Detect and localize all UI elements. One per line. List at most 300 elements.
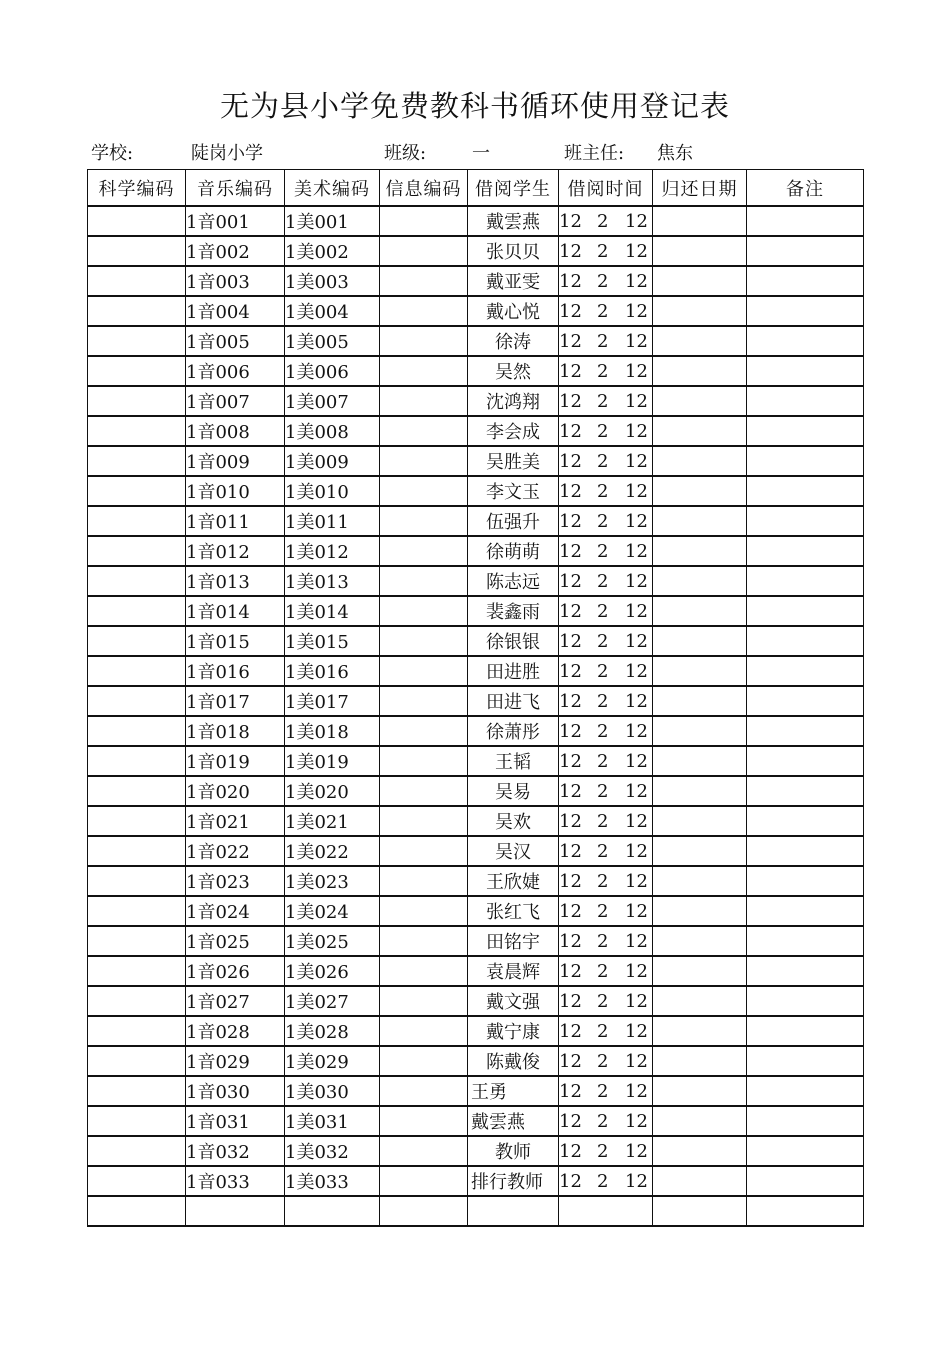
art-code-cell: 1美010 [285,476,380,506]
return-date-cell [653,926,747,956]
art-code-cell: 1美004 [285,296,380,326]
music-code-cell: 1音029 [186,1046,285,1076]
table-row [88,806,864,836]
borrow-month: 2 [597,900,609,922]
class-label: 班级: [384,143,427,164]
borrow-month: 2 [597,1020,609,1042]
borrow-year: 12 [559,1110,582,1132]
student-name-cell: 田进胜 [468,656,559,686]
art-code-cell: 1美013 [285,566,380,596]
table-row [88,296,864,326]
borrow-month: 2 [597,810,609,832]
borrow-date-cell [559,956,653,986]
info-code-cell [380,296,468,326]
student-name-cell: 戴雲燕 [468,1106,559,1136]
return-date-cell [653,1166,747,1196]
info-code-cell [380,416,468,446]
table-row [88,1076,864,1106]
info-code-cell [380,926,468,956]
art-code-cell: 1美033 [285,1166,380,1196]
table-row [88,626,864,656]
music-code-cell: 1音019 [186,746,285,776]
return-date-cell [653,1076,747,1106]
remarks-cell [747,986,864,1016]
return-date-cell [653,626,747,656]
art-code-cell: 1美018 [285,716,380,746]
science-code-cell [88,1136,186,1166]
info-code-cell [380,326,468,356]
science-code-cell [88,866,186,896]
remarks-cell [747,866,864,896]
info-code-cell [380,476,468,506]
borrow-year: 12 [559,450,582,472]
borrow-date-cell [559,326,653,356]
science-code-cell [88,326,186,356]
table-row [88,926,864,956]
return-date-cell [653,1136,747,1166]
science-code-cell [88,566,186,596]
borrow-month: 2 [597,690,609,712]
borrow-month: 2 [597,930,609,952]
table-row [88,716,864,746]
return-date-cell [653,836,747,866]
art-code-cell: 1美026 [285,956,380,986]
student-name-cell: 李会成 [468,416,559,446]
music-code-cell: 1音033 [186,1166,285,1196]
return-date-cell [653,356,747,386]
science-code-cell [88,446,186,476]
borrow-date-cell [559,1136,653,1166]
remarks-cell [747,506,864,536]
table-row [88,446,864,476]
music-code-cell: 1音004 [186,296,285,326]
science-code-cell [88,416,186,446]
student-name-cell: 伍强升 [468,506,559,536]
borrow-month: 2 [597,1080,609,1102]
music-code-cell: 1音003 [186,266,285,296]
borrow-year: 12 [559,420,582,442]
table-row [88,506,864,536]
remarks-cell [747,746,864,776]
school-label: 学校: [91,143,134,164]
borrow-month: 2 [597,270,609,292]
table-row [88,596,864,626]
art-code-cell: 1美023 [285,866,380,896]
student-name-cell: 王欣婕 [468,866,559,896]
remarks-cell [747,956,864,986]
borrow-date-cell [559,806,653,836]
remarks-cell [747,896,864,926]
science-code-cell [88,686,186,716]
borrow-month: 2 [597,750,609,772]
music-code-cell: 1音010 [186,476,285,506]
borrow-day: 12 [625,810,648,832]
info-code-cell [380,1046,468,1076]
borrow-day: 12 [625,660,648,682]
borrow-day: 12 [625,870,648,892]
return-date-cell [653,596,747,626]
return-date-cell [653,236,747,266]
info-code-cell [380,746,468,776]
borrow-month: 2 [597,1140,609,1162]
table-row [88,776,864,806]
return-date-cell [653,716,747,746]
borrow-year: 12 [559,210,582,232]
borrow-month: 2 [597,420,609,442]
student-name-cell: 戴亚雯 [468,266,559,296]
student-name-cell: 王勇 [468,1076,559,1106]
music-code-cell: 1音023 [186,866,285,896]
science-code-cell [88,1166,186,1196]
borrow-day: 12 [625,1110,648,1132]
table-row [88,1046,864,1076]
return-date-cell [653,686,747,716]
borrow-year: 12 [559,540,582,562]
borrow-year: 12 [559,330,582,352]
borrow-date-cell [559,776,653,806]
empty-cell [88,1196,186,1226]
borrow-month: 2 [597,840,609,862]
return-date-cell [653,536,747,566]
science-code-cell [88,206,186,236]
borrow-day: 12 [625,510,648,532]
student-name-cell: 吴胜美 [468,446,559,476]
borrow-year: 12 [559,960,582,982]
student-name-cell: 沈鸿翔 [468,386,559,416]
science-code-cell [88,896,186,926]
music-code-cell: 1音002 [186,236,285,266]
borrow-date-cell [559,626,653,656]
borrow-date-cell [559,1106,653,1136]
music-code-cell: 1音032 [186,1136,285,1166]
table-row [88,536,864,566]
header-remarks: 备注 [747,170,864,207]
empty-cell [186,1196,285,1226]
student-name-cell: 吴然 [468,356,559,386]
science-code-cell [88,926,186,956]
borrow-day: 12 [625,390,648,412]
return-date-cell [653,1046,747,1076]
teacher-value: 焦东 [657,143,693,164]
header-row [88,170,864,207]
info-code-cell [380,626,468,656]
borrow-day: 12 [625,750,648,772]
borrow-date-cell [559,656,653,686]
table-row [88,1016,864,1046]
student-name-cell: 吴易 [468,776,559,806]
borrow-date-cell [559,356,653,386]
empty-cell [468,1196,559,1226]
borrow-day: 12 [625,990,648,1012]
empty-cell [559,1196,653,1226]
borrow-day: 12 [625,1170,648,1192]
return-date-cell [653,656,747,686]
borrow-month: 2 [597,330,609,352]
header-info-code: 信息编码 [380,170,468,207]
remarks-cell [747,1166,864,1196]
info-code-cell [380,536,468,566]
borrow-year: 12 [559,630,582,652]
music-code-cell: 1音027 [186,986,285,1016]
student-name-cell: 田铭宇 [468,926,559,956]
borrow-date-cell [559,926,653,956]
borrow-year: 12 [559,810,582,832]
borrow-month: 2 [597,870,609,892]
science-code-cell [88,296,186,326]
student-name-cell: 张红飞 [468,896,559,926]
borrow-date-cell [559,746,653,776]
art-code-cell: 1美009 [285,446,380,476]
remarks-cell [747,596,864,626]
info-code-cell [380,566,468,596]
header-student: 借阅学生 [468,170,559,207]
science-code-cell [88,656,186,686]
return-date-cell [653,566,747,596]
science-code-cell [88,986,186,1016]
borrow-date-cell [559,206,653,236]
borrow-day: 12 [625,240,648,262]
return-date-cell [653,1016,747,1046]
music-code-cell: 1音017 [186,686,285,716]
borrow-date-cell [559,1166,653,1196]
art-code-cell: 1美002 [285,236,380,266]
music-code-cell: 1音016 [186,656,285,686]
borrow-date-cell [559,236,653,266]
music-code-cell: 1音015 [186,626,285,656]
borrow-day: 12 [625,330,648,352]
borrow-month: 2 [597,660,609,682]
science-code-cell [88,386,186,416]
music-code-cell: 1音031 [186,1106,285,1136]
info-code-cell [380,986,468,1016]
borrow-month: 2 [597,540,609,562]
science-code-cell [88,236,186,266]
remarks-cell [747,626,864,656]
science-code-cell [88,776,186,806]
music-code-cell: 1音021 [186,806,285,836]
borrow-month: 2 [597,480,609,502]
art-code-cell: 1美031 [285,1106,380,1136]
info-code-cell [380,236,468,266]
student-name-cell: 徐银银 [468,626,559,656]
table-row [88,566,864,596]
info-code-cell [380,836,468,866]
student-name-cell: 田进飞 [468,686,559,716]
borrow-year: 12 [559,690,582,712]
info-code-cell [380,506,468,536]
return-date-cell [653,986,747,1016]
art-code-cell: 1美015 [285,626,380,656]
borrow-year: 12 [559,480,582,502]
borrow-year: 12 [559,1080,582,1102]
empty-cell [747,1196,864,1226]
borrow-date-cell [559,386,653,416]
borrow-year: 12 [559,660,582,682]
school-value: 陡岗小学 [191,143,263,164]
borrow-month: 2 [597,1050,609,1072]
borrow-day: 12 [625,480,648,502]
borrow-day: 12 [625,1050,648,1072]
music-code-cell: 1音020 [186,776,285,806]
borrow-date-cell [559,446,653,476]
borrow-date-cell [559,716,653,746]
header-music-code: 音乐编码 [186,170,285,207]
borrow-month: 2 [597,960,609,982]
science-code-cell [88,746,186,776]
music-code-cell: 1音026 [186,956,285,986]
borrow-date-cell [559,836,653,866]
art-code-cell: 1美025 [285,926,380,956]
borrow-year: 12 [559,1020,582,1042]
science-code-cell [88,806,186,836]
table-row [88,266,864,296]
remarks-cell [747,1136,864,1166]
borrow-date-cell [559,1046,653,1076]
borrow-date-cell [559,596,653,626]
borrow-month: 2 [597,1170,609,1192]
student-name-cell: 李文玉 [468,476,559,506]
return-date-cell [653,1106,747,1136]
borrow-day: 12 [625,780,648,802]
student-name-cell: 王韬 [468,746,559,776]
table-row [88,236,864,266]
info-code-cell [380,806,468,836]
borrow-year: 12 [559,750,582,772]
student-name-cell: 徐萧彤 [468,716,559,746]
table-row [88,746,864,776]
student-name-cell: 戴宁康 [468,1016,559,1046]
remarks-cell [747,716,864,746]
music-code-cell: 1音005 [186,326,285,356]
borrow-date-cell [559,566,653,596]
borrow-year: 12 [559,930,582,952]
borrow-day: 12 [625,270,648,292]
borrow-year: 12 [559,300,582,322]
class-value: 一 [472,143,490,164]
borrow-day: 12 [625,1020,648,1042]
art-code-cell: 1美008 [285,416,380,446]
borrow-day: 12 [625,720,648,742]
empty-cell [285,1196,380,1226]
art-code-cell: 1美020 [285,776,380,806]
borrow-day: 12 [625,360,648,382]
borrow-day: 12 [625,630,648,652]
borrow-date-cell [559,416,653,446]
info-code-cell [380,206,468,236]
borrow-day: 12 [625,540,648,562]
science-code-cell [88,596,186,626]
student-name-cell: 戴心悦 [468,296,559,326]
music-code-cell: 1音018 [186,716,285,746]
borrow-day: 12 [625,930,648,952]
borrow-date-cell [559,986,653,1016]
header-science-code: 科学编码 [88,170,186,207]
art-code-cell: 1美030 [285,1076,380,1106]
info-code-cell [380,956,468,986]
table-row [88,1136,864,1166]
borrow-date-cell [559,506,653,536]
music-code-cell: 1音006 [186,356,285,386]
borrow-month: 2 [597,780,609,802]
borrow-month: 2 [597,360,609,382]
borrow-day: 12 [625,840,648,862]
borrow-year: 12 [559,510,582,532]
student-name-cell: 教师 [468,1136,559,1166]
student-name-cell: 裴鑫雨 [468,596,559,626]
art-code-cell: 1美005 [285,326,380,356]
info-code-cell [380,896,468,926]
return-date-cell [653,956,747,986]
info-code-cell [380,1136,468,1166]
music-code-cell: 1音009 [186,446,285,476]
borrow-year: 12 [559,1140,582,1162]
borrow-day: 12 [625,450,648,472]
music-code-cell: 1音025 [186,926,285,956]
student-name-cell: 徐涛 [468,326,559,356]
remarks-cell [747,326,864,356]
student-name-cell: 陈戴俊 [468,1046,559,1076]
music-code-cell: 1音024 [186,896,285,926]
borrow-year: 12 [559,900,582,922]
art-code-cell: 1美001 [285,206,380,236]
borrow-day: 12 [625,1080,648,1102]
music-code-cell: 1音007 [186,386,285,416]
borrow-year: 12 [559,600,582,622]
table-row [88,1106,864,1136]
art-code-cell: 1美022 [285,836,380,866]
science-code-cell [88,716,186,746]
page-title: 无为县小学免费教科书循环使用登记表 [219,89,730,123]
return-date-cell [653,776,747,806]
student-name-cell: 陈志远 [468,566,559,596]
return-date-cell [653,266,747,296]
science-code-cell [88,956,186,986]
remarks-cell [747,806,864,836]
return-date-cell [653,476,747,506]
empty-cell [380,1196,468,1226]
remarks-cell [747,236,864,266]
borrow-year: 12 [559,840,582,862]
return-date-cell [653,326,747,356]
table-row [88,656,864,686]
return-date-cell [653,386,747,416]
art-code-cell: 1美011 [285,506,380,536]
music-code-cell: 1音030 [186,1076,285,1106]
music-code-cell: 1音008 [186,416,285,446]
borrow-date-cell [559,896,653,926]
music-code-cell: 1音014 [186,596,285,626]
info-code-cell [380,356,468,386]
table-row [88,206,864,236]
remarks-cell [747,206,864,236]
return-date-cell [653,896,747,926]
science-code-cell [88,356,186,386]
art-code-cell: 1美029 [285,1046,380,1076]
return-date-cell [653,416,747,446]
science-code-cell [88,626,186,656]
info-code-cell [380,866,468,896]
remarks-cell [747,1106,864,1136]
borrow-day: 12 [625,210,648,232]
borrow-month: 2 [597,570,609,592]
science-code-cell [88,1016,186,1046]
borrow-month: 2 [597,240,609,262]
table-row [88,416,864,446]
info-code-cell [380,266,468,296]
student-name-cell: 张贝贝 [468,236,559,266]
return-date-cell [653,206,747,236]
borrow-year: 12 [559,720,582,742]
